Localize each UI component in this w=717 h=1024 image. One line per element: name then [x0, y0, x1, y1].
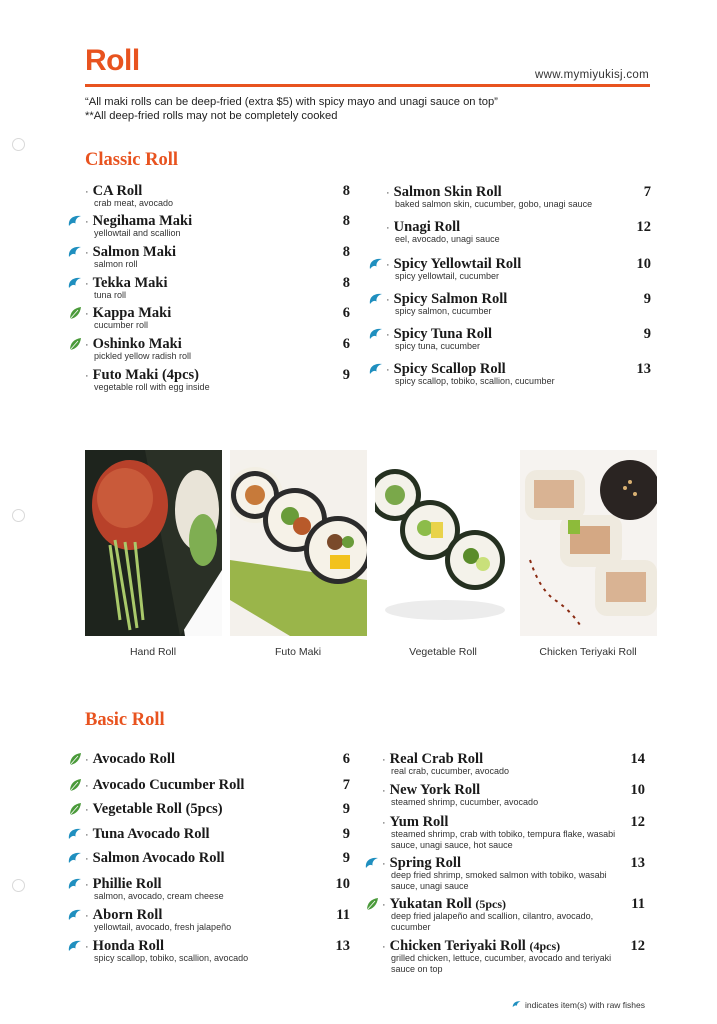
bullet: · [386, 294, 390, 306]
item-description: steamed shrimp, crab with tobiko, tempura flake, wasabi sauce, unagi sauce, hot sauce [391, 829, 616, 850]
item-name-suffix: (4pcs) [529, 939, 561, 953]
bullet: · [85, 754, 89, 766]
photo-hand-roll [85, 450, 222, 636]
header-rule [85, 84, 650, 87]
item-description: pickled yellow radish roll [94, 351, 192, 361]
item-price: 9 [342, 850, 350, 866]
item-price: 8 [342, 183, 350, 199]
item-name: Chicken Teriyaki Roll [389, 938, 526, 954]
item-description: vegetable roll with egg inside [94, 382, 210, 392]
item-name: Spring Roll [389, 855, 461, 871]
bullet: · [85, 804, 89, 816]
raw-fish-icon [365, 856, 379, 870]
photo-caption: Hand Roll [129, 646, 177, 658]
item-name: New York Roll [389, 782, 481, 798]
item-price: 6 [342, 751, 350, 767]
item-name: Futo Maki (4pcs) [92, 367, 200, 383]
raw-fish-icon [369, 327, 383, 341]
item-description: salmon roll [94, 259, 138, 269]
bullet: · [85, 780, 89, 792]
item-price: 8 [342, 275, 350, 291]
item-name: Spicy Yellowtail Roll [393, 256, 522, 272]
binder-hole [12, 879, 25, 892]
bullet: · [85, 278, 89, 290]
item-description: crab meat, avocado [94, 198, 174, 208]
bullet: · [386, 364, 390, 376]
item-name: Salmon Maki [92, 244, 177, 260]
section-title-basic: Basic Roll [85, 710, 165, 730]
item-description: grilled chicken, lettuce, cucumber, avocado and teriyaki sauce on top [391, 953, 612, 974]
photo-caption: Futo Maki [274, 646, 322, 658]
item-price: 13 [636, 361, 651, 377]
photo-futo-maki [230, 450, 367, 636]
item-name: Yum Roll [389, 814, 449, 830]
item-description: tuna roll [94, 290, 127, 300]
item-price: 11 [631, 896, 645, 912]
raw-fish-icon [369, 257, 383, 271]
legend-text: indicates item(s) with raw fishes [525, 1000, 645, 1010]
bullet: · [85, 829, 89, 841]
item-name: Avocado Roll [92, 751, 175, 767]
leaf-icon [68, 306, 82, 320]
item-name: Spicy Scallop Roll [393, 361, 506, 377]
item-price: 6 [342, 305, 350, 321]
bullet: · [386, 187, 390, 199]
item-price: 7 [342, 777, 350, 793]
leaf-icon [68, 337, 82, 351]
item-description: eel, avocado, unagi sauce [395, 234, 500, 244]
item-price: 8 [342, 213, 350, 229]
item-price: 10 [335, 876, 350, 892]
bullet: · [85, 247, 89, 259]
bullet: · [382, 754, 386, 766]
item-description: spicy tuna, cucumber [395, 341, 481, 351]
item-name: Spicy Tuna Roll [393, 326, 492, 342]
item-name: Vegetable Roll (5pcs) [92, 801, 223, 817]
leaf-icon [365, 897, 379, 911]
item-name: Spicy Salmon Roll [393, 291, 508, 307]
item-description: yellowtail and scallion [94, 228, 181, 238]
item-description: yellowtail, avocado, fresh jalapeño [94, 922, 232, 932]
raw-fish-icon [369, 292, 383, 306]
item-name: Real Crab Roll [389, 751, 484, 767]
item-price: 9 [342, 826, 350, 842]
item-description: real crab, cucumber, avocado [391, 766, 510, 776]
bullet: · [85, 216, 89, 228]
item-price: 10 [630, 782, 645, 798]
raw-fish-icon [68, 939, 82, 953]
item-name: Negihama Maki [92, 213, 193, 229]
photo-caption: Vegetable Roll [409, 646, 477, 658]
item-description: deep fried shrimp, smoked salmon with tobiko, wasabi sauce, unagi sauce [391, 870, 607, 891]
item-name: Salmon Avocado Roll [92, 850, 225, 866]
item-description: deep fried jalapeño and scallion, cilantro, avocado, cucumber [391, 911, 594, 932]
item-name: CA Roll [92, 183, 143, 199]
raw-fish-icon [512, 1000, 522, 1010]
item-name: Oshinko Maki [92, 336, 182, 352]
raw-fish-icon [68, 214, 82, 228]
leaf-icon [68, 752, 82, 766]
photo-chicken-teriyaki-roll [520, 450, 657, 636]
bullet: · [382, 941, 386, 953]
item-price: 13 [335, 938, 350, 954]
leaf-icon [68, 778, 82, 792]
item-name: Yukatan Roll [389, 896, 472, 912]
website-link[interactable]: www.mymiyukisj.com [534, 69, 649, 81]
item-description: spicy scallop, tobiko, scallion, avocado [94, 953, 249, 963]
item-name: Aborn Roll [92, 907, 163, 923]
item-description: spicy scallop, tobiko, scallion, cucumber [395, 376, 555, 386]
item-price: 14 [630, 751, 645, 767]
binder-hole [12, 509, 25, 522]
item-name: Avocado Cucumber Roll [92, 777, 245, 793]
binder-hole [12, 138, 25, 151]
item-description: baked salmon skin, cucumber, gobo, unagi sauce [395, 199, 593, 209]
raw-fish-legend [512, 998, 645, 1010]
bullet: · [85, 879, 89, 891]
bullet: · [382, 785, 386, 797]
item-price: 9 [342, 801, 350, 817]
item-description: salmon, avocado, cream cheese [94, 891, 224, 901]
item-price: 9 [342, 367, 350, 383]
bullet: · [85, 308, 89, 320]
raw-fish-icon [68, 276, 82, 290]
item-name: Unagi Roll [393, 219, 461, 235]
raw-fish-icon [68, 827, 82, 841]
item-price: 12 [630, 814, 645, 830]
raw-fish-icon [68, 245, 82, 259]
bullet: · [382, 817, 386, 829]
photo-caption: Chicken Teriyaki Roll [539, 646, 637, 658]
item-name: Kappa Maki [92, 305, 172, 321]
item-name: Salmon Skin Roll [393, 184, 502, 200]
bullet: · [85, 186, 89, 198]
bullet: · [382, 858, 386, 870]
bullet: · [386, 222, 390, 234]
note-cooked: **All deep-fried rolls may not be completely cooked [85, 110, 338, 122]
raw-fish-icon [68, 851, 82, 865]
item-description: cucumber roll [94, 320, 149, 330]
item-price: 7 [643, 184, 651, 200]
raw-fish-icon [68, 908, 82, 922]
bullet: · [85, 370, 89, 382]
bullet: · [85, 941, 89, 953]
item-description: spicy salmon, cucumber [395, 306, 492, 316]
item-price: 12 [636, 219, 651, 235]
item-price: 12 [630, 938, 645, 954]
item-price: 13 [630, 855, 645, 871]
item-name: Tekka Maki [92, 275, 168, 291]
item-price: 10 [636, 256, 651, 272]
item-name: Phillie Roll [92, 876, 162, 892]
item-description: spicy yellowtail, cucumber [395, 271, 500, 281]
section-title-classic: Classic Roll [85, 150, 179, 170]
item-price: 9 [643, 291, 651, 307]
raw-fish-icon [369, 362, 383, 376]
page-title: Roll [85, 44, 140, 77]
bullet: · [85, 910, 89, 922]
item-price: 6 [342, 336, 350, 352]
photo-vegetable-roll [375, 450, 512, 636]
item-name: Tuna Avocado Roll [92, 826, 210, 842]
item-price: 9 [643, 326, 651, 342]
raw-fish-icon [68, 877, 82, 891]
bullet: · [386, 329, 390, 341]
item-price: 11 [336, 907, 350, 923]
item-name: Honda Roll [92, 938, 164, 954]
item-price: 8 [342, 244, 350, 260]
bullet: · [386, 259, 390, 271]
bullet: · [85, 853, 89, 865]
bullet: · [85, 339, 89, 351]
bullet: · [382, 899, 386, 911]
note-deep-fried: “All maki rolls can be deep-fried (extra $5) with spicy mayo and unagi sauce on top” [85, 96, 498, 108]
leaf-icon [68, 802, 82, 816]
item-name-suffix: (5pcs) [475, 897, 507, 911]
item-description: steamed shrimp, cucumber, avocado [391, 797, 539, 807]
